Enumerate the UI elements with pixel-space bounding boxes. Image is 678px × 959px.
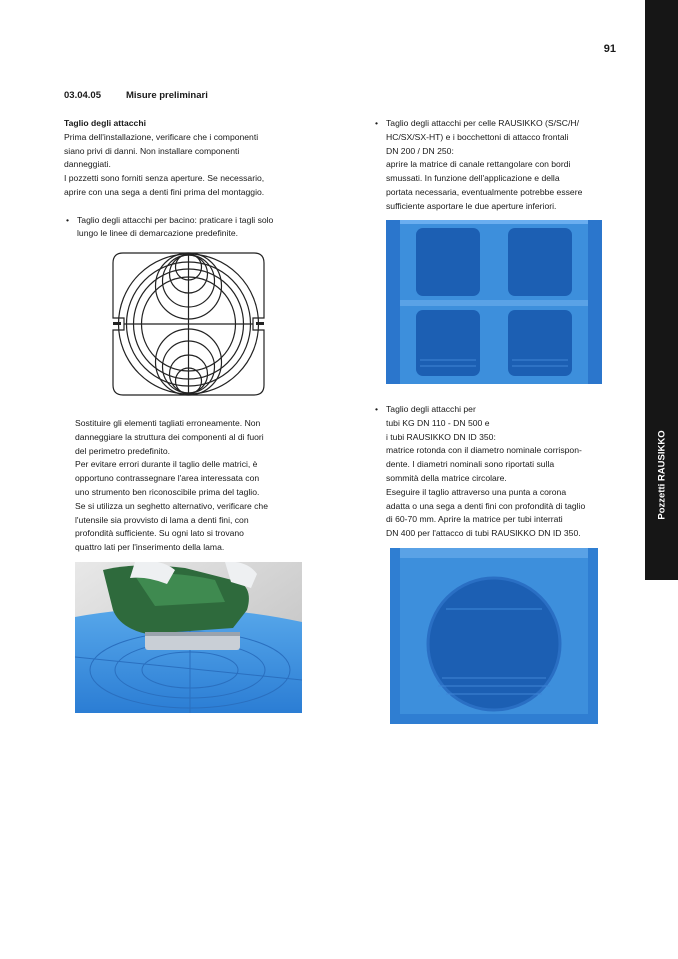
text-line: lungo le linee di demarcazione predefinite.: [77, 228, 238, 239]
text-line: sommità della matrice circolare.: [386, 472, 507, 483]
jigsaw-cutting-photo: [75, 562, 302, 713]
rectangular-openings-photo: [386, 220, 602, 384]
text-line: uno strumento ben riconoscibile prima del taglio.: [75, 486, 260, 497]
text-line: opportuno contrassegnare l'area interessata con: [75, 473, 260, 484]
text-line: del perimetro predefinito.: [75, 445, 171, 456]
text-line: DN 200 / DN 250:: [386, 145, 454, 156]
text-line: danneggiati.: [64, 159, 111, 170]
section-title: Misure preliminari: [126, 90, 208, 101]
text-line: I pozzetti sono forniti senza aperture. Se necessario,: [64, 173, 265, 184]
text-line: matrice rotonda con il diametro nominale corrispon-: [386, 445, 582, 456]
text-line: smussati. In funzione dell'applicazione e della: [386, 173, 560, 184]
text-line: di 60-70 mm. Aprire la matrice per tubi interrati: [386, 514, 563, 525]
bullet-dot: •: [375, 118, 379, 128]
text-line: Prima dell'installazione, verificare che i componenti: [64, 131, 259, 142]
left-column: [64, 117, 314, 241]
text-line: Taglio degli attacchi per bacino: praticare i tagli solo: [77, 214, 274, 225]
text-line: Se si utilizza un seghetto alternativo, verificare che: [75, 500, 268, 511]
left-paragraph: [75, 417, 313, 555]
text-line: tubi KG DN 110 - DN 500 e: [386, 417, 490, 428]
text-line: i tubi RAUSIKKO DN ID 350:: [386, 431, 496, 442]
round-opening-photo: [390, 548, 598, 724]
bullet-item: [373, 117, 619, 214]
text-line: Eseguire il taglio attraverso una punta a corona: [386, 486, 567, 497]
side-tab-label: Pozzetti RAUSIKKO: [656, 430, 667, 520]
side-tab: [645, 0, 678, 580]
text-line: danneggiare la struttura dei componenti al di fuori: [75, 431, 264, 442]
text-line: HC/SX/SX-HT) e i bocchettoni di attacco frontali: [386, 131, 569, 142]
subheading: Taglio degli attacchi: [64, 118, 146, 128]
text-line: Taglio degli attacchi per: [386, 404, 476, 414]
section-number: 03.04.05: [64, 90, 101, 101]
section-heading: [64, 90, 208, 101]
text-line: Taglio degli attacchi per celle RAUSIKKO (S/SC/H/: [386, 118, 579, 128]
bullet-dot: •: [66, 214, 70, 225]
bullet-item: [64, 214, 314, 242]
text-line: quattro lati per l'inserimento della lama.: [75, 542, 225, 553]
right-bullet-2: [373, 403, 619, 541]
page-number: 91: [603, 43, 616, 55]
bullet-dot: •: [375, 404, 379, 414]
cutting-lines-diagram: [112, 252, 265, 396]
bullet-item: [373, 403, 619, 541]
text-line: profondità sufficiente. Su ogni lato si trovano: [75, 528, 244, 539]
text-line: adatta o una sega a denti fini con profondità di taglio: [386, 500, 586, 511]
text-line: portata necessaria, eventualmente potrebbe essere: [386, 186, 583, 197]
text-line: aprire la matrice di canale rettangolare con bordi: [386, 159, 571, 170]
text-line: l'utensile sia provvisto di lama a denti fini, con: [75, 514, 249, 525]
text-line: DN 400 per l'attacco di tubi RAUSIKKO DN ID 350.: [386, 528, 581, 539]
text-line: Sostituire gli elementi tagliati erroneamente. Non: [75, 418, 261, 428]
text-line: Per evitare errori durante il taglio delle matrici, è: [75, 459, 258, 470]
text-line: siano privi di danni. Non installare componenti: [64, 145, 240, 156]
right-column: [373, 117, 619, 214]
text-line: dente. I diametri nominali sono riportati sulla: [386, 459, 555, 470]
text-line: aprire con una sega a denti fini prima del montaggio.: [64, 186, 265, 197]
text-line: sufficiente asportare le due aperture inferiori.: [386, 200, 557, 211]
